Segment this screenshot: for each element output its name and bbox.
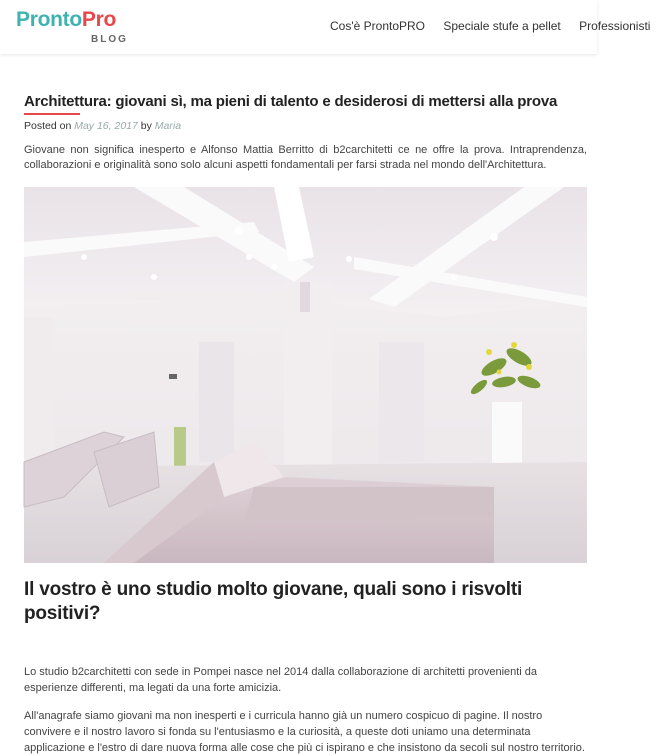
nav-item-professionisti[interactable]: Professionisti: [579, 19, 651, 33]
post-date[interactable]: May 16, 2017: [74, 120, 138, 132]
posted-on-label: Posted on: [24, 120, 72, 132]
logo-part-pronto: Pronto: [16, 8, 82, 31]
site-logo[interactable]: [16, 8, 134, 48]
article-hero-image: [24, 187, 587, 563]
article-intro: Giovane non significa inesperto e Alfonso Mattia Berritto di b2carchitetti ce ne offre la prova. Intraprendenza, collaborazioni e originalità sono solo alcuni aspetti fondamentali per farsi strada nel mondo dell'Architettura.: [24, 144, 587, 171]
by-label: by: [140, 120, 152, 132]
title-underline: [24, 113, 80, 115]
post-author[interactable]: Maria: [154, 120, 182, 132]
post-meta: [24, 120, 181, 132]
article-title[interactable]: Architettura: giovani sì, ma pieni di talento e desiderosi di mettersi alla prova: [24, 93, 558, 110]
site-header: [0, 0, 651, 54]
logo-wordmark: [16, 8, 116, 32]
nav-item-cose-prontopro[interactable]: Cos'è ProntoPRO: [330, 19, 425, 33]
article-paragraph: All'anagrafe siamo giovani ma non inesperti e i curricula hanno già un numero cospicuo di pagine. Il nostro convivere e il nostro lavoro si fonda su l'entusiasmo e la curiosità, a queste doti uniamo una determinata applicazione e l'estro di dare nuova forma alle cose che più ci ispirano e che insistono da secoli sul nostro territorio.: [24, 710, 585, 754]
main-nav: [330, 19, 665, 37]
interior-photo: [24, 187, 587, 563]
logo-part-pro: Pro: [81, 8, 116, 31]
article-paragraph: Lo studio b2carchitetti con sede in Pompei nasce nel 2014 dalla collaborazione di architetti provenienti da esperienze differenti, ma legati da una forte amicizia.: [24, 666, 538, 694]
article-section-heading: Il vostro è uno studio molto giovane, quali sono i risvolti positivi?: [24, 579, 523, 624]
logo-subtitle: BLOG: [91, 34, 128, 45]
nav-item-stufe-pellet[interactable]: Speciale stufe a pellet: [443, 19, 561, 33]
